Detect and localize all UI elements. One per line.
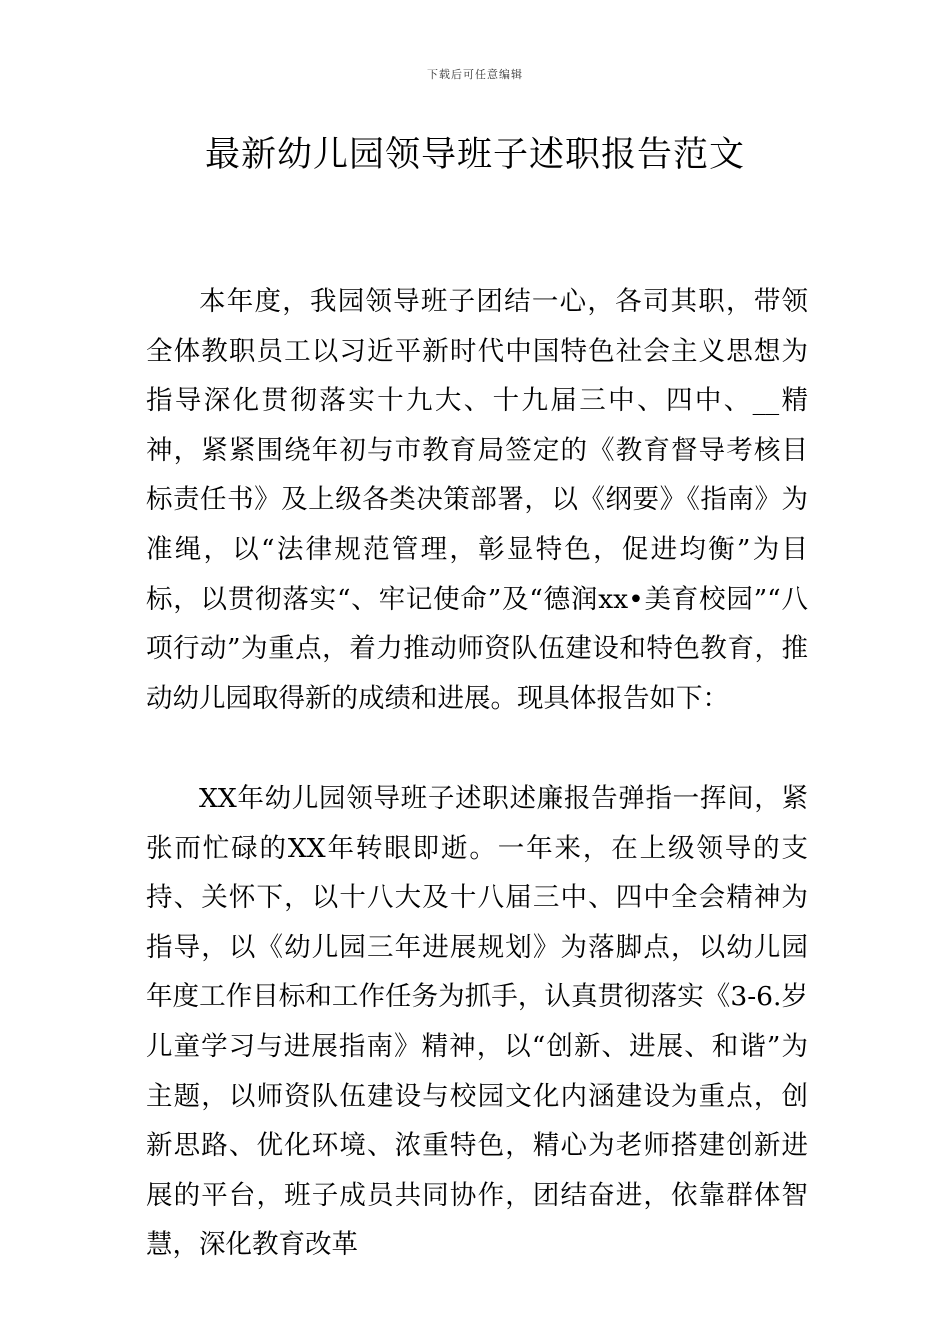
document-title: 最新幼儿园领导班子述职报告范文 [204,135,745,175]
body-paragraph: XX年幼儿园领导班子述职述廉报告弹指一挥间，紧张而忙碌的XX年转眼即逝。一年来，在上级领导的支持、关怀下，以十八大及十八届三中、四中全会精神为指导，以《幼儿园三年进展规划》为落脚点，以幼儿园年度工作目标和工作任务为抓手，认真贯彻落实《3-6.岁儿童学习与进展指南》精神，以“创新、进展、和谐”为主题，以师资队伍建设与校园文化内涵建设为重点，创新思路、优化环境、浓重特色，精心为老师搭建创新进展的平台，班子成员共同协作，团结奋进，依靠群体智慧，深化教育改革 [146,783,808,1261]
body-paragraph: 本年度，我园领导班子团结一心，各司其职，带领全体教职员工以习近平新时代中国特色社会主义思想为指导深化贯彻落实十九大、十九届三中、四中、__精神，紧紧围绕年初与市教育局签定的《教育督导考核目标责任书》及上级各类决策部署，以《纲要》《指南》为准绳，以“法律规范管理，彰显特色，促进均衡”为目标，以贯彻落实“、牢记使命”及“德润xx•美育校园”“八项行动”为重点，着力推动师资队伍建设和特色教育，推动幼儿园取得新的成绩和进展。现具体报告如下： [146,286,808,714]
header-note: 下载后可任意编辑 [427,68,523,81]
paragraph-block [146,277,808,723]
paragraph-block [146,774,808,1270]
